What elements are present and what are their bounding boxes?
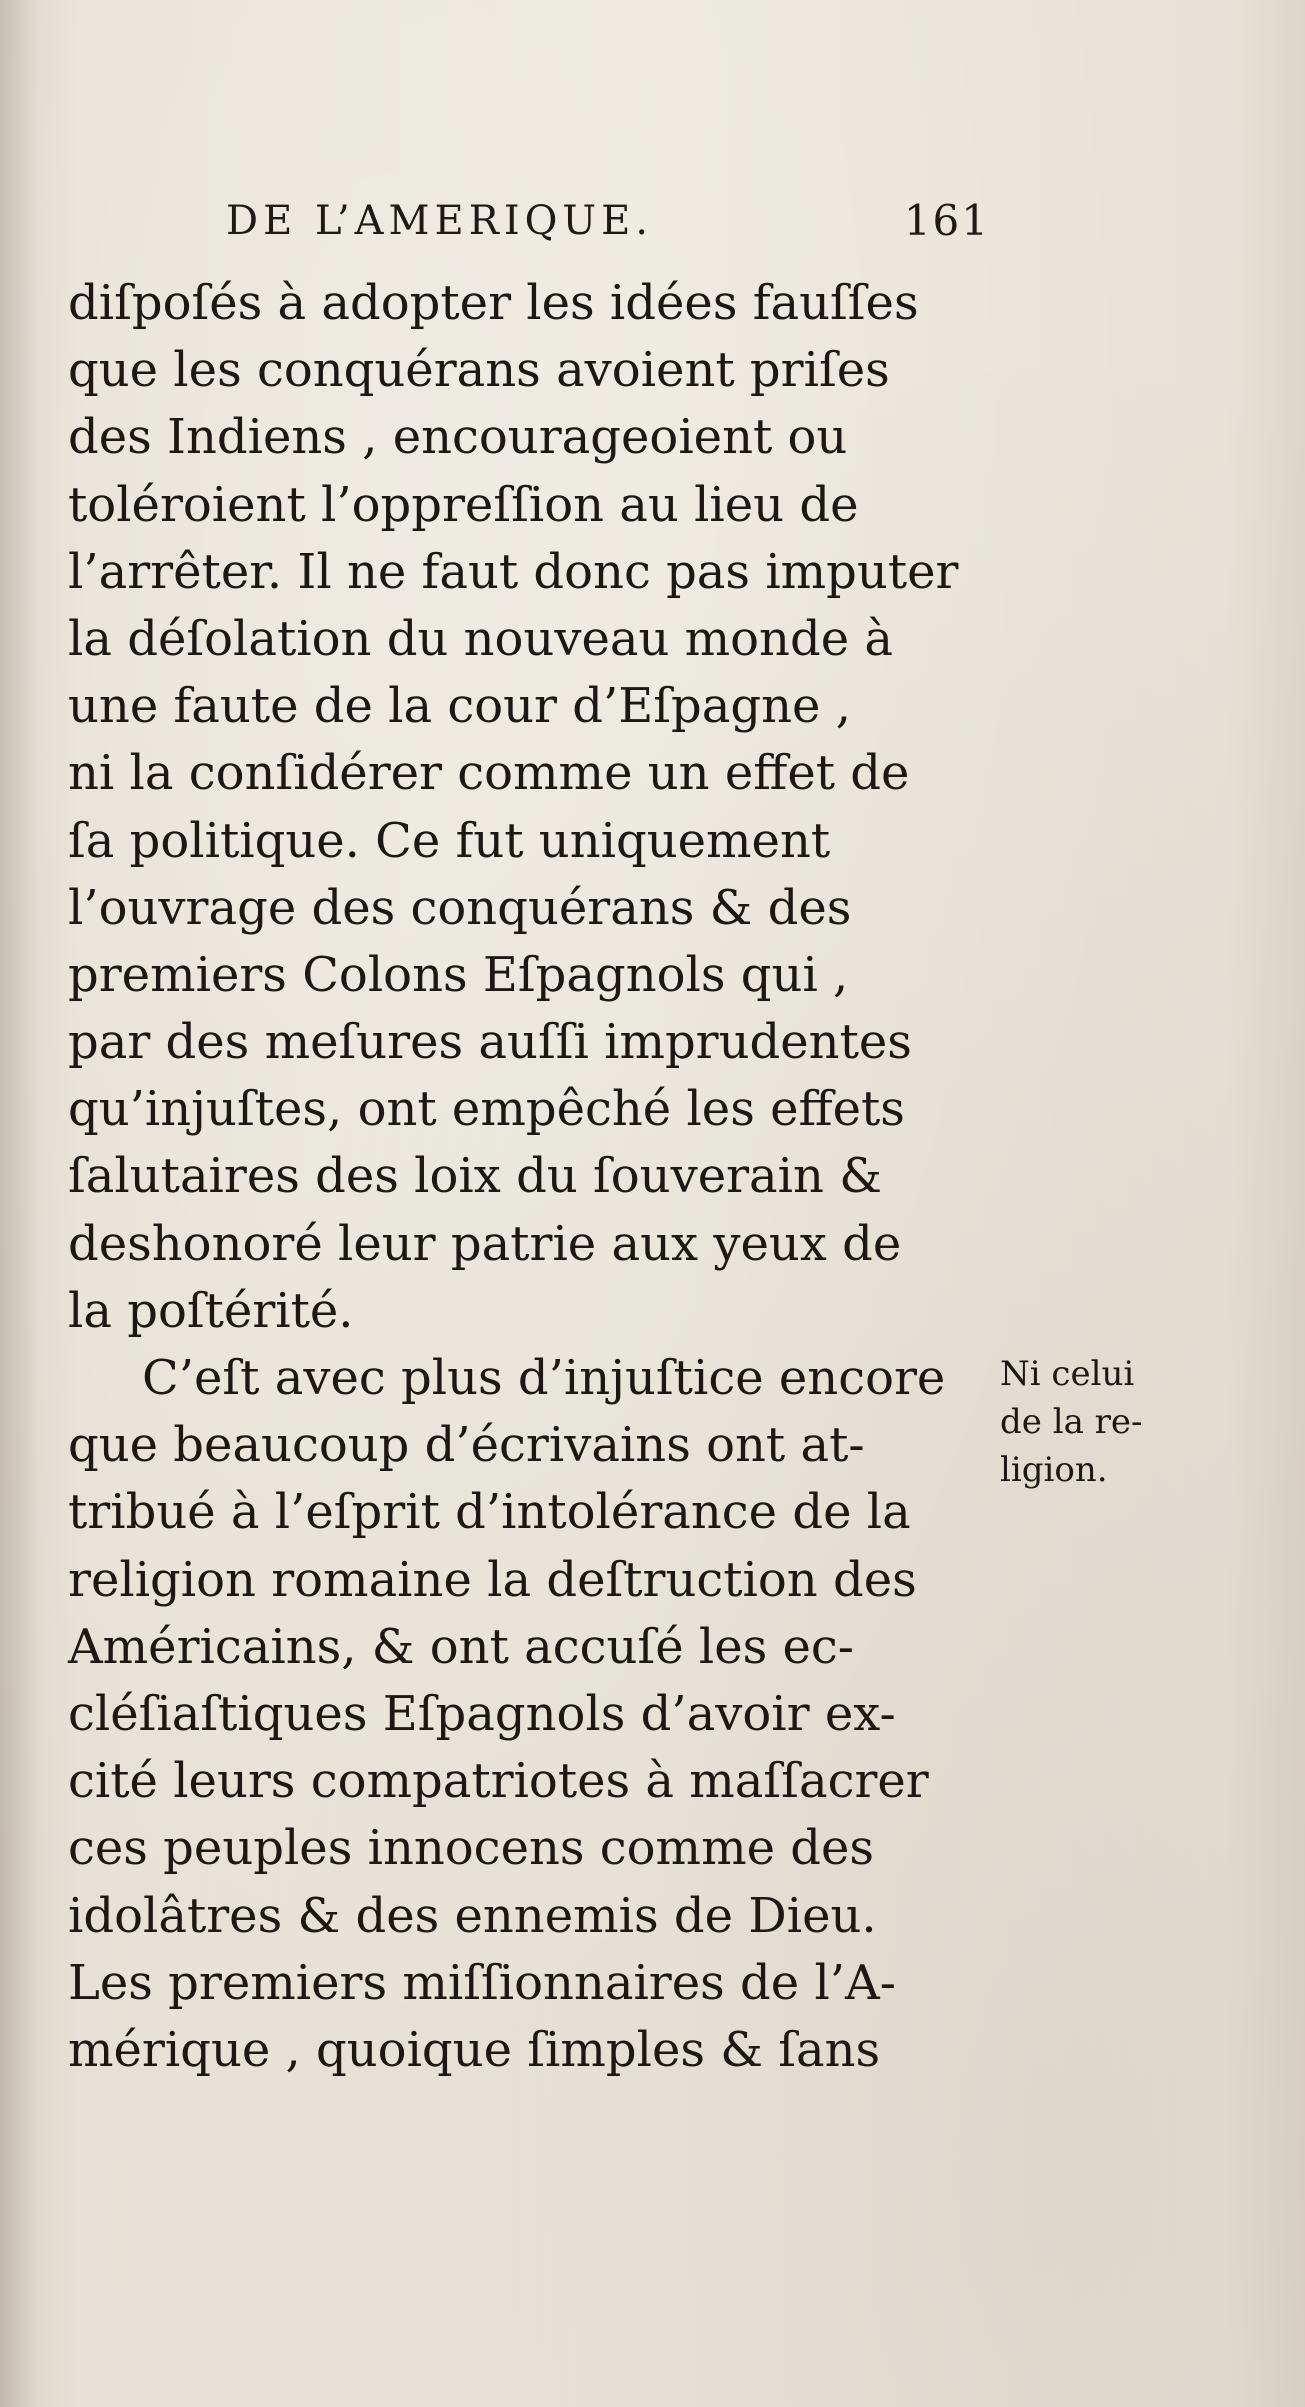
page-header — [220, 196, 990, 266]
text-line: idolâtres & des ennemis de Dieu. — [68, 1887, 877, 1944]
text-line: la poſtérité. — [68, 1282, 354, 1339]
page-number: 161 — [903, 196, 990, 245]
text-line: l’arrêter. Il ne faut donc pas imputer — [68, 543, 959, 600]
text-line: que beaucoup d’écrivains ont at- — [68, 1417, 865, 1474]
text-line: qu’injuſtes, ont empêché les effets — [68, 1081, 905, 1138]
text-line: cléſiaſtiques Eſpagnols d’avoir ex- — [68, 1685, 896, 1742]
margin-note-line: de la re- — [1000, 1402, 1143, 1442]
text-line: tribué à l’eſprit d’intolérance de la — [68, 1484, 911, 1541]
margin-note — [1000, 1350, 1220, 1494]
text-line: la déſolation du nouveau monde à — [68, 610, 893, 667]
page-fold-shadow — [0, 0, 40, 2407]
text-line: ces peuples innocens comme des — [68, 1820, 875, 1877]
text-line: Les premiers miſſionnaires de l’A- — [68, 1954, 896, 2011]
text-line: premiers Colons Eſpagnols qui , — [68, 946, 849, 1003]
margin-note-line: Ni celui — [1000, 1354, 1135, 1394]
text-line: ſalutaires des loix du ſouverain & — [68, 1148, 882, 1205]
text-line: religion romaine la deſtruction des — [68, 1551, 917, 1608]
text-line: une faute de la cour d’Eſpagne , — [68, 678, 851, 735]
text-line: par des meſures auſſi imprudentes — [68, 1014, 912, 1071]
text-line: Américains, & ont accuſé les ec- — [68, 1618, 855, 1675]
text-line: diſpoſés à adopter les idées fauſſes — [68, 275, 919, 331]
running-title: DE L’AMERIQUE. — [226, 198, 654, 244]
text-line: l’ouvrage des conquérans & des — [68, 879, 852, 936]
text-line: que les conquérans avoient priſes — [68, 342, 890, 399]
text-line: ſa politique. Ce fut uniquement — [68, 812, 831, 869]
paragraph-start-line: C’eſt avec plus d’injuſtice encore — [142, 1350, 946, 1406]
text-line: toléroient l’oppreſſion au lieu de — [68, 476, 859, 533]
margin-note-line: ligion. — [1000, 1450, 1108, 1490]
body-text — [68, 270, 988, 2084]
text-line: cité leurs compatriotes à maſſacrer — [68, 1753, 929, 1810]
text-line: des Indiens , encourageoient ou — [68, 409, 848, 466]
text-line: mérique , quoique ſimples & ſans — [68, 2021, 881, 2078]
text-line: deshonoré leur patrie aux yeux de — [68, 1215, 902, 1272]
text-line: ni la conſidérer comme un effet de — [68, 745, 910, 802]
